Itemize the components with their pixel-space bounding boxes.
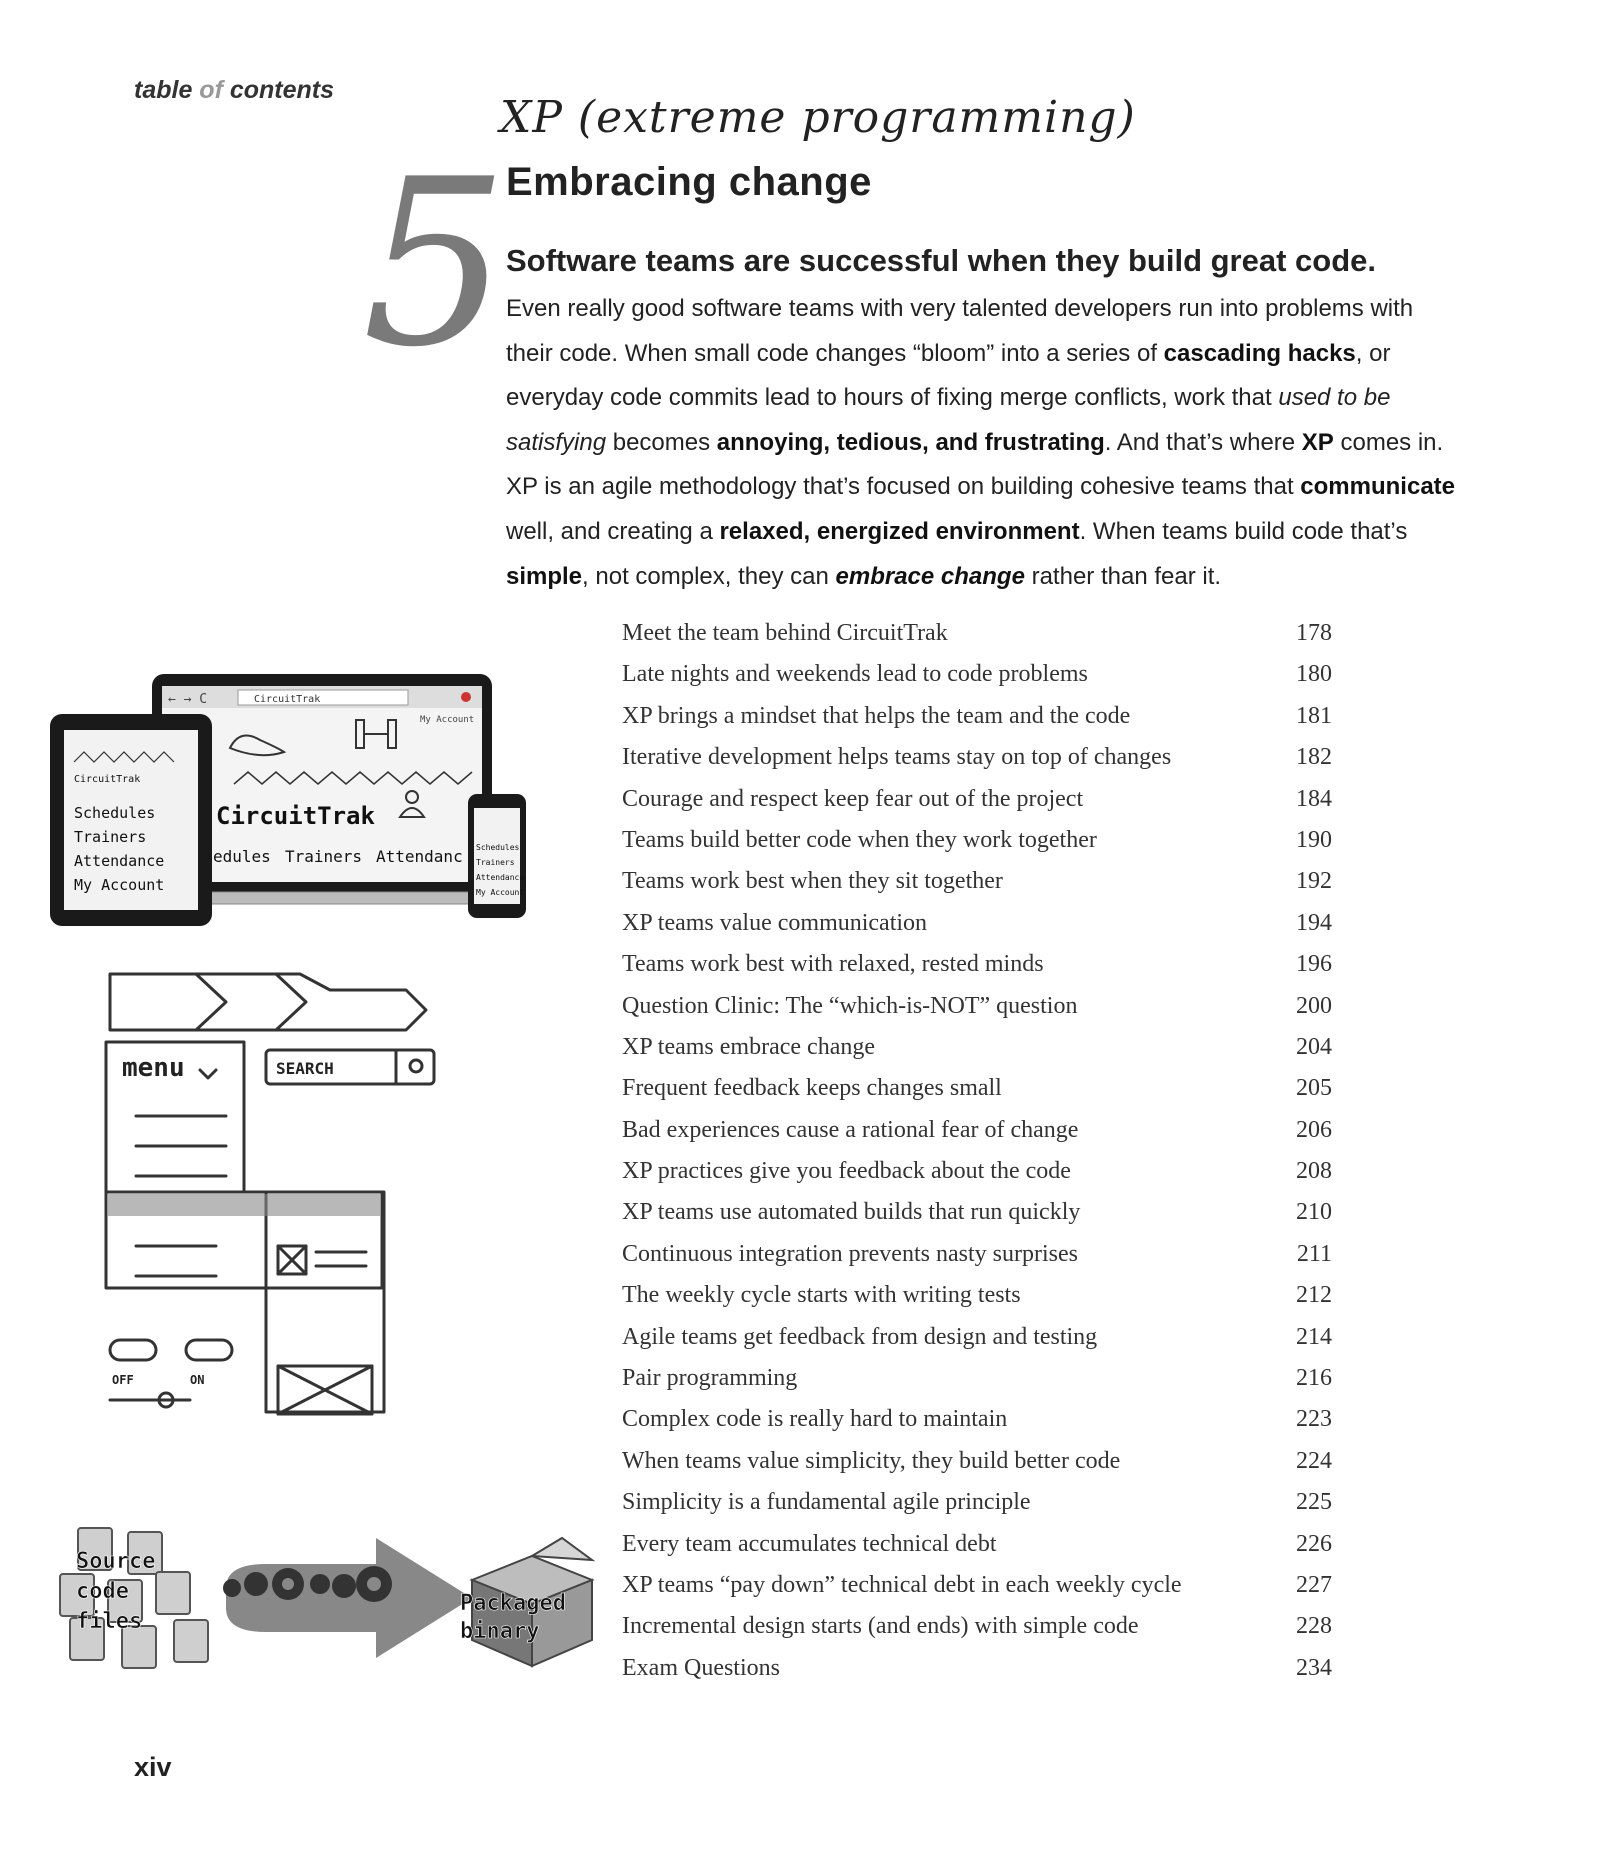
toc-entry-page: 216 bbox=[1296, 1365, 1332, 1392]
toc-entry-title: When teams value simplicity, they build better code bbox=[622, 1447, 1121, 1474]
toc-entry-page: 228 bbox=[1296, 1613, 1332, 1640]
brand-laptop: CircuitTrak bbox=[216, 802, 375, 830]
intro-segment: simple bbox=[506, 562, 583, 590]
browser-menu-icon bbox=[461, 692, 471, 702]
source-label-1: code bbox=[76, 1579, 129, 1604]
toc-entry-title: XP teams use automated builds that run quickly bbox=[622, 1199, 1081, 1226]
menu-label: menu bbox=[122, 1053, 185, 1083]
source-label-2: files bbox=[76, 1609, 143, 1634]
phone-illustration bbox=[468, 794, 526, 918]
intro-segment: embrace change bbox=[835, 562, 1025, 590]
toc-entry[interactable] bbox=[622, 1365, 1332, 1406]
search-label: SEARCH bbox=[276, 1059, 334, 1078]
toc-entry-page: 192 bbox=[1296, 868, 1332, 895]
toc-entry[interactable] bbox=[622, 1282, 1332, 1323]
toc-entry[interactable] bbox=[622, 910, 1332, 951]
toc-entry[interactable] bbox=[622, 1199, 1332, 1240]
toc-entry[interactable] bbox=[622, 993, 1332, 1034]
toc-entry[interactable] bbox=[622, 1531, 1332, 1572]
nav-laptop-0: edules bbox=[213, 847, 271, 866]
toc-entry-title: Simplicity is a fundamental agile principle bbox=[622, 1489, 1031, 1516]
toc-entry[interactable] bbox=[622, 1117, 1332, 1158]
toc-entry[interactable] bbox=[622, 1406, 1332, 1447]
toc-entry-page: 211 bbox=[1296, 1240, 1332, 1267]
toc-entry-title: Courage and respect keep fear out of the project bbox=[622, 785, 1084, 812]
browser-address: CircuitTrak bbox=[254, 694, 321, 705]
toc-entry-page: 181 bbox=[1296, 702, 1332, 729]
intro-segment: annoying, tedious, and frustrating bbox=[716, 428, 1105, 456]
toc-entry[interactable] bbox=[622, 1075, 1332, 1116]
toc-entry-title: Teams work best with relaxed, rested minds bbox=[622, 951, 1044, 978]
toc-entry-title: Agile teams get feedback from design and testing bbox=[622, 1323, 1098, 1350]
toc-entry-title: Iterative development helps teams stay on top of changes bbox=[622, 744, 1172, 771]
toc-entry-page: 223 bbox=[1296, 1406, 1332, 1433]
toc-entry-page: 178 bbox=[1296, 620, 1332, 646]
intro-segment: cascading hacks bbox=[1163, 339, 1356, 367]
nav-tablet-1: Trainers bbox=[74, 828, 147, 846]
toc-entry[interactable] bbox=[622, 1448, 1332, 1489]
source-label-0: Source bbox=[76, 1549, 156, 1574]
output-label-0: Packaged bbox=[460, 1591, 566, 1616]
nav-phone-1: Trainers bbox=[476, 858, 515, 867]
nav-laptop-2: Attendanc bbox=[376, 847, 463, 866]
toc-entry[interactable] bbox=[622, 827, 1332, 868]
toc-entry[interactable] bbox=[622, 951, 1332, 992]
toc-entry[interactable] bbox=[622, 1655, 1332, 1696]
toc-entry[interactable] bbox=[622, 1034, 1332, 1075]
intro-paragraph bbox=[506, 287, 1466, 599]
toc-entry[interactable] bbox=[622, 661, 1332, 702]
intro-segment: becomes bbox=[606, 428, 717, 456]
toc-entry-page: 210 bbox=[1296, 1199, 1332, 1226]
toc-entry-page: 194 bbox=[1296, 909, 1332, 936]
intro-segment: well, and creating a bbox=[506, 517, 720, 545]
toc-entry-page: 184 bbox=[1296, 785, 1332, 812]
toggle-off-label: OFF bbox=[112, 1373, 134, 1387]
intro-segment: XP bbox=[1301, 428, 1334, 456]
toc-entry-page: 226 bbox=[1296, 1530, 1332, 1557]
toc-entry[interactable] bbox=[622, 620, 1332, 661]
toc-entry-title: The weekly cycle starts with writing tests bbox=[622, 1282, 1021, 1309]
toc-entry-title: Every team accumulates technical debt bbox=[622, 1530, 997, 1557]
toc-entry-page: 214 bbox=[1296, 1323, 1332, 1350]
toc-entry-title: XP brings a mindset that helps the team and the code bbox=[622, 702, 1131, 729]
toc-entry-title: XP teams value communication bbox=[622, 909, 928, 936]
toc-entry-title: Frequent feedback keeps changes small bbox=[622, 1075, 1002, 1102]
toc-entry[interactable] bbox=[622, 1572, 1332, 1613]
nav-phone-0: Schedules bbox=[476, 843, 520, 852]
running-head: table of contents bbox=[134, 76, 335, 104]
nav-tablet-0: Schedules bbox=[74, 804, 156, 822]
brand-tablet: CircuitTrak bbox=[74, 774, 141, 785]
toc-entry[interactable] bbox=[622, 868, 1332, 909]
nav-phone-3: My Account bbox=[476, 888, 525, 897]
toc-entry-page: 212 bbox=[1296, 1282, 1332, 1309]
toc-entry-title: Teams work best when they sit together bbox=[622, 868, 1003, 895]
intro-segment: , or everyday code commits lead to hours of fixing merge conflicts, work that bbox=[506, 339, 1391, 412]
toc-entry-page: 204 bbox=[1296, 1033, 1332, 1060]
toc-entry-title: Continuous integration prevents nasty surprises bbox=[622, 1240, 1078, 1267]
nav-tablet-2: Attendance bbox=[74, 852, 165, 870]
output-label-1: binary bbox=[460, 1619, 540, 1644]
toc-entry-title: XP teams embrace change bbox=[622, 1033, 875, 1060]
toc-entry[interactable] bbox=[622, 1324, 1332, 1365]
toc-entry-title: Question Clinic: The “which-is-NOT” question bbox=[622, 992, 1078, 1019]
toc-entry-page: 200 bbox=[1296, 992, 1332, 1019]
toc-entry-page: 196 bbox=[1296, 951, 1332, 978]
toc-entry-title: Incremental design starts (and ends) with simple code bbox=[622, 1613, 1139, 1640]
toc-entry-page: 227 bbox=[1296, 1571, 1332, 1598]
toc-entry-page: 224 bbox=[1296, 1447, 1332, 1474]
toc-entry-page: 225 bbox=[1296, 1489, 1332, 1516]
toc-entry-page: 205 bbox=[1296, 1075, 1332, 1102]
chapter-title: Embracing change bbox=[506, 160, 872, 204]
toc-entry-title: Meet the team behind CircuitTrak bbox=[622, 620, 948, 646]
toc-entry-title: Complex code is really hard to maintain bbox=[622, 1406, 1008, 1433]
toggle-on-label: ON bbox=[190, 1373, 205, 1387]
toc-entry-title: Late nights and weekends lead to code problems bbox=[622, 661, 1088, 688]
nav-tablet-3: My Account bbox=[74, 876, 165, 894]
toc-entry[interactable] bbox=[622, 786, 1332, 827]
build-pipeline-illustration bbox=[56, 1522, 596, 1672]
intro-segment: used to be satisfying bbox=[506, 384, 1391, 456]
intro-segment: rather than fear it. bbox=[1024, 562, 1222, 590]
chapter-kicker: XP (extreme programming) bbox=[500, 92, 1136, 143]
toc-entry-page: 208 bbox=[1296, 1158, 1332, 1185]
devices-illustration bbox=[48, 672, 538, 934]
toc-entry[interactable] bbox=[622, 1158, 1332, 1199]
svg-text:← → C: ← → C bbox=[168, 692, 208, 707]
nav-phone-2: Attendance bbox=[476, 873, 525, 882]
toc-entry-page: 182 bbox=[1296, 744, 1332, 771]
wireframe-illustration bbox=[96, 966, 446, 1446]
breadcrumb-sketch bbox=[110, 974, 426, 1030]
toc-entry-title: XP practices give you feedback about the code bbox=[622, 1158, 1071, 1185]
build-arrow bbox=[226, 1538, 472, 1658]
toc-entry-title: Bad experiences cause a rational fear of change bbox=[622, 1116, 1079, 1143]
page-number: xiv bbox=[134, 1752, 172, 1782]
toc-entry-page: 190 bbox=[1296, 826, 1332, 853]
intro-segment: , not complex, they can bbox=[582, 562, 836, 590]
chapter-number: 5 bbox=[362, 131, 509, 398]
intro-segment: Even really good software teams with very talented developers run into problems with their code. When small code changes “bloom” into a series of bbox=[506, 295, 1414, 367]
toc-entry-title: Teams build better code when they work together bbox=[622, 826, 1097, 853]
toc-entry[interactable] bbox=[622, 744, 1332, 785]
toc-entry[interactable] bbox=[622, 1241, 1332, 1282]
tablet-illustration bbox=[50, 714, 212, 926]
toc-entry[interactable] bbox=[622, 1613, 1332, 1654]
intro-segment: . And that’s where bbox=[1104, 428, 1302, 456]
toc-entry-page: 206 bbox=[1296, 1116, 1332, 1143]
toc-entry-title: XP teams “pay down” technical debt in each weekly cycle bbox=[622, 1571, 1182, 1598]
intro-segment: communicate bbox=[1300, 473, 1456, 501]
toc-entry[interactable] bbox=[622, 703, 1332, 744]
intro-segment: . When teams build code that’s bbox=[1079, 517, 1408, 545]
toc-entry-page: 180 bbox=[1296, 661, 1332, 688]
toc-entry[interactable] bbox=[622, 1489, 1332, 1530]
toc-entry-page: 234 bbox=[1296, 1654, 1332, 1681]
toc-list bbox=[622, 620, 1332, 1696]
intro-segment: comes in. XP is an agile methodology that’s focused on building cohesive teams that bbox=[506, 428, 1444, 501]
nav-laptop-1: Trainers bbox=[285, 847, 363, 866]
toc-entry-title: Exam Questions bbox=[622, 1654, 780, 1681]
chapter-lead: Software teams are successful when they build great code. bbox=[506, 243, 1376, 278]
browser-account: My Account bbox=[420, 715, 475, 725]
toc-entry-title: Pair programming bbox=[622, 1365, 798, 1392]
intro-segment: relaxed, energized environment bbox=[719, 517, 1080, 545]
